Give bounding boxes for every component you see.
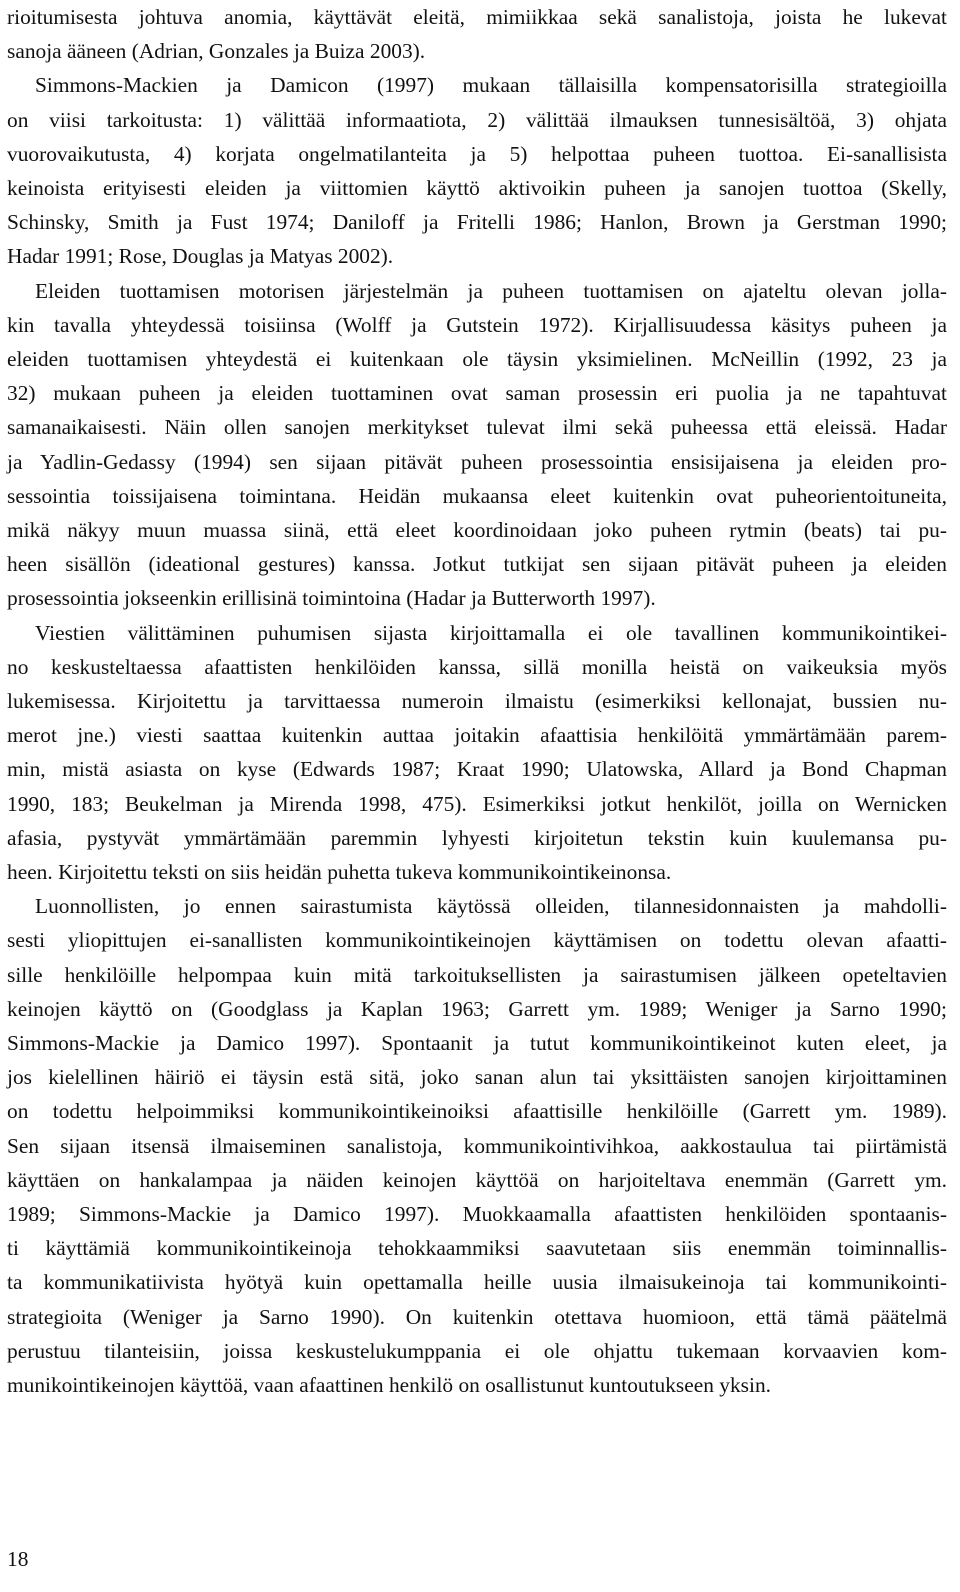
- text-line: mikä näkyy muun muassa siinä, että eleet koordinoidaan joko puheen rytmin (beats) tai pu-: [7, 518, 947, 542]
- text-line: merot jne.) viesti saattaa kuitenkin auttaa joitakin afaattisia henkilöitä ymmärtämään parem-: [7, 723, 947, 748]
- text-line: keinoista erityisesti eleiden ja viittomien käyttö aktivoikin puheen ja sanojen tuottoa (Skelly,: [7, 176, 947, 200]
- text-line: on viisi tarkoitusta: 1) välittää informaatiota, 2) välittää ilmauksen tunnesisältöä, 3) ohjata: [7, 107, 947, 132]
- text-line: min, mistä asiasta on kyse (Edwards 1987; Kraat 1990; Ulatowska, Allard ja Bond Chapman: [7, 757, 947, 782]
- text-line: käyttäen on hankalampaa ja näiden keinojen käyttöä on harjoiteltava enemmän (Garrett ym.: [7, 1167, 947, 1192]
- paragraph-first-line: Viestien välittäminen puhumisen sijasta kirjoittamalla ei ole tavallinen kommunikointikei-: [35, 620, 947, 645]
- text-line: Simmons-Mackie ja Damico 1997). Spontaanit ja tutut kommunikointikeinot kuten eleet, ja: [7, 1031, 947, 1055]
- text-line: sille henkilöille helpompaa kuin mitä tarkoituksellisten ja sairastumisen jälkeen opeteltavien: [7, 962, 947, 987]
- paragraph-first-line: Simmons-Mackien ja Damicon (1997) mukaan tällaisilla kompensatorisilla strategioilla: [35, 73, 947, 98]
- text-line: ja Yadlin-Gedassy (1994) sen sijaan pitävät puheen prosessointia ensisijaisena ja eleiden pro-: [7, 449, 947, 474]
- text-line: 1990, 183; Beukelman ja Mirenda 1998, 475). Esimerkiksi jotkut henkilöt, joilla on Wernicken: [7, 791, 947, 816]
- text-line: ti käyttämiä kommunikointikeinoja tehokkaammiksi saavutetaan siis enemmän toiminnallis-: [7, 1236, 947, 1261]
- text-line: afasia, pystyvät ymmärtämään paremmin lyhyesti kirjoitetun tekstin kuin kuulemansa pu-: [7, 825, 947, 850]
- text-line: sesti yliopittujen ei-sanallisten kommunikointikeinojen käyttämisen on todettu olevan afaatti-: [7, 928, 947, 953]
- text-line: strategioita (Weniger ja Sarno 1990). On kuitenkin otettava huomioon, että tämä päätelmä: [7, 1304, 947, 1329]
- text-line: perustuu tilanteisiin, joissa keskustelukumppania ei ole ohjattu tukemaan korvaavien kom-: [7, 1338, 947, 1363]
- text-line: Schinsky, Smith ja Fust 1974; Daniloff ja Fritelli 1986; Hanlon, Brown ja Gerstman 1990;: [7, 210, 947, 235]
- text-line: sessointia toissijaisena toimintana. Heidän mukaansa eleet kuitenkin ovat puheorientoituneita,: [7, 483, 947, 508]
- text-line: vuorovaikutusta, 4) korjata ongelmatilanteita ja 5) helpottaa puheen tuottoa. Ei-sanallisista: [7, 141, 947, 166]
- text-line: heen sisällön (ideational gestures) kanssa. Jotkut tutkijat sen sijaan pitävät puheen ja eleiden: [7, 552, 947, 577]
- text-line: jos kielellinen häiriö ei täysin estä sitä, joko sanan alun tai yksittäisten sanojen kirjoittaminen: [7, 1065, 947, 1090]
- text-line: samanaikaisesti. Näin ollen sanojen merkitykset tulevat ilmi sekä puheessa että eleissä. Hadar: [7, 415, 947, 440]
- text-line: no keskusteltaessa afaattisten henkilöiden kanssa, sillä monilla heistä on vaikeuksia myös: [7, 654, 947, 679]
- text-line: munikointikeinojen käyttöä, vaan afaattinen henkilö on osallistunut kuntoutukseen yksin.: [7, 1373, 771, 1397]
- text-line: prosessointia jokseenkin erillisinä toimintoina (Hadar ja Butterworth 1997).: [7, 586, 656, 611]
- text-line: on todettu helpoimmiksi kommunikointikeinoiksi afaattisille henkilöille (Garrett ym. 1989).: [7, 1099, 947, 1124]
- text-line: Sen sijaan itsensä ilmaiseminen sanalistoja, kommunikointivihkoa, aakkostaulua tai piirtämistä: [7, 1133, 947, 1158]
- text-line: 32) mukaan puheen ja eleiden tuottaminen ovat saman prosessin eri puolia ja ne tapahtuvat: [7, 381, 947, 406]
- text-line: lukemisessa. Kirjoitettu ja tarvittaessa numeroin ilmaistu (esimerkiksi kellonajat, bussien nu-: [7, 689, 947, 713]
- text-line: sanoja ääneen (Adrian, Gonzales ja Buiza 2003).: [7, 39, 426, 64]
- page-number: 18: [7, 1547, 29, 1571]
- text-line: 1989; Simmons-Mackie ja Damico 1997). Muokkaamalla afaattisten henkilöiden spontaanis-: [7, 1202, 947, 1226]
- paragraph-first-line: Luonnollisten, jo ennen sairastumista käytössä olleiden, tilannesidonnaisten ja mahdolli-: [35, 894, 947, 919]
- text-line: kin tavalla yhteydessä toisiinsa (Wolff ja Gutstein 1972). Kirjallisuudessa käsitys puheen ja: [7, 312, 947, 337]
- text-line: rioitumisesta johtuva anomia, käyttävät eleitä, mimiikkaa sekä sanalistoja, joista he lukevat: [7, 5, 947, 29]
- text-line: eleiden tuottamisen yhteydestä ei kuitenkaan ole täysin yksimielinen. McNeillin (1992, 23 ja: [7, 347, 947, 371]
- text-line: Hadar 1991; Rose, Douglas ja Matyas 2002).: [7, 244, 394, 269]
- paragraph-first-line: Eleiden tuottamisen motorisen järjestelmän ja puheen tuottamisen on ajateltu olevan jolla-: [35, 278, 947, 303]
- text-line: ta kommunikatiivista hyötyä kuin opettamalla heille uusia ilmaisukeinoja tai kommunikointi-: [7, 1270, 947, 1295]
- text-line: heen. Kirjoitettu teksti on siis heidän puhetta tukeva kommunikointikeinonsa.: [7, 860, 672, 884]
- text-line: keinojen käyttö on (Goodglass ja Kaplan 1963; Garrett ym. 1989; Weniger ja Sarno 1990;: [7, 996, 947, 1021]
- document-page: [7, 0, 947, 1592]
